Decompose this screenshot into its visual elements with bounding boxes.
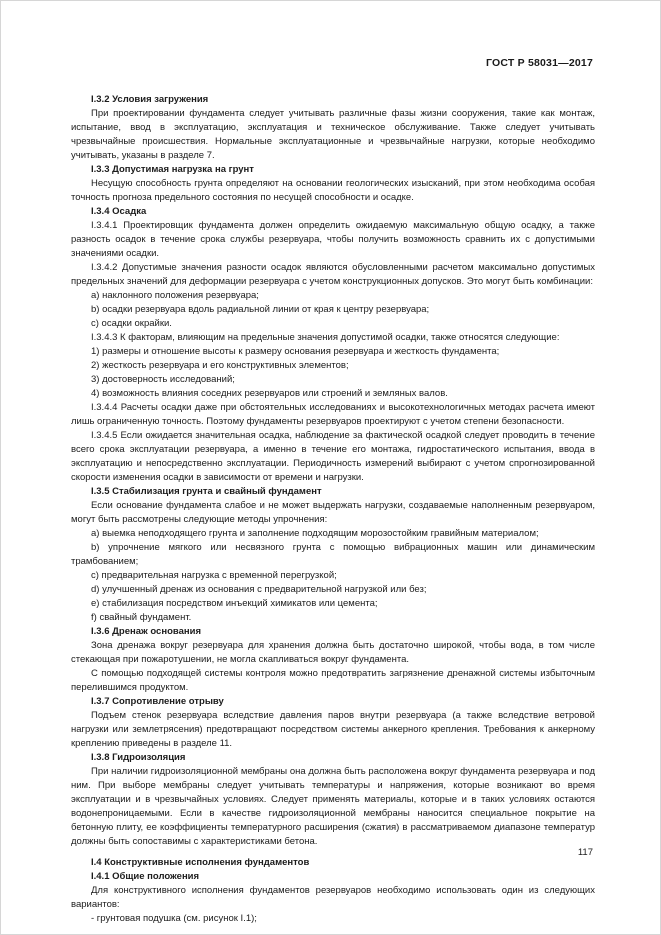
paragraph: c) осадки окрайки.: [91, 318, 172, 329]
paragraph: b) осадки резервуара вдоль радиальной линии от края к центру резервуара;: [91, 304, 430, 315]
paragraph: Зона дренажа вокруг резервуара для хранения должна быть достаточно широкой, чтобы вода, в том числе стекающая при пожаротушении, не могла скапливаться вокруг фундамента.: [71, 640, 595, 665]
paragraph: I.3.4.2 Допустимые значения разности осадок являются обусловленными расчетом максимально допустимых предельных значений для деформации резервуара с учетом конструкционных допусков. Это могут быть комбинации:: [71, 262, 595, 287]
paragraph: Для конструктивного исполнения фундаментов резервуаров необходимо использовать один из следующих вариантов:: [71, 885, 595, 910]
chapter-heading: I.4 Конструктивные исполнения фундаментов: [91, 857, 310, 868]
section-heading: I.3.3 Допустимая нагрузка на грунт: [91, 164, 254, 175]
section-heading: I.3.8 Гидроизоляция: [91, 752, 186, 763]
paragraph: 1) размеры и отношение высоты к размеру основания резервуара и жесткость фундамента;: [91, 346, 500, 357]
paragraph: Подъем стенок резервуара вследствие давления паров внутри резервуара (а также вследствие ветровой нагрузки или землетрясения) предотвращают посредством системы анкерного крепления. Требования к анкерному креплению приведены в разделе 11.: [71, 710, 595, 749]
paragraph: d) улучшенный дренаж из основания с предварительной нагрузкой или без;: [91, 584, 427, 595]
paragraph: I.3.4.1 Проектировщик фундамента должен определить ожидаемую максимальную общую осадку, а также разность осадок в течение срока службы резервуара, чтобы получить возможность сравнить их с допустимыми значениями осадки.: [71, 220, 595, 259]
paragraph: e) стабилизация посредством инъекций химикатов или цемента;: [91, 598, 378, 609]
paragraph: Несущую способность грунта определяют на основании геологических изысканий, при этом необходима особая точность прогноза предельного состояния по несущей способности и осадке.: [71, 178, 595, 203]
paragraph: При проектировании фундамента следует учитывать различные фазы жизни сооружения, такие как монтаж, испытание, ввод в эксплуатацию, эксплуатация и техническое обслуживание. Также следует учитывать чрезвычайные происшествия. Нормальные эксплуатационные и чрезвычайные нагрузки, которые необходимо учитывать, указаны в разделе 7.: [71, 108, 595, 161]
section-heading: I.3.6 Дренаж основания: [91, 626, 201, 637]
paragraph: f) свайный фундамент.: [91, 612, 192, 623]
section-heading: I.3.7 Сопротивление отрыву: [91, 696, 224, 707]
paragraph: I.3.4.3 К факторам, влияющим на предельные значения допустимой осадки, также относятся следующие:: [91, 332, 560, 343]
paragraph: 2) жесткость резервуара и его конструктивных элементов;: [91, 360, 349, 371]
paragraph: Если основание фундамента слабое и не может выдержать нагрузки, создаваемые наполненным резервуаром, могут быть рассмотрены следующие методы упрочнения:: [71, 500, 595, 525]
paragraph: I.3.4.4 Расчеты осадки даже при обстоятельных исследованиях и высокотехнологичных методах расчета имеют лишь ограниченную точность. Поэтому фундаменты резервуаров проектируют с учетом степени безопасности.: [71, 402, 595, 427]
paragraph: a) выемка неподходящего грунта и заполнение подходящим морозостойким гравийным материалом;: [91, 528, 539, 539]
section-heading: I.3.2 Условия загружения: [91, 94, 209, 105]
document-header-title: ГОСТ Р 58031—2017: [485, 57, 593, 69]
paragraph: 4) возможность влияния соседних резервуаров или строений и земляных валов.: [91, 388, 448, 399]
paragraph: a) наклонного положения резервуара;: [91, 290, 259, 301]
section-heading: I.4.1 Общие положения: [91, 871, 200, 882]
section-heading: I.3.4 Осадка: [91, 206, 147, 217]
page-number: 117: [577, 847, 593, 858]
paragraph: С помощью подходящей системы контроля можно предотвратить загрязнение дренажной системы избыточным перелившимся продуктом.: [71, 668, 595, 693]
paragraph: При наличии гидроизоляционной мембраны она должна быть расположена вокруг фундамента резервуара и под ним. При выборе мембраны следует учитывать температуры и напряжения, которые возникают во время эксплуатации и в чрезвычайных условиях. Следует применять материалы, которые и в таких условиях остаются водонепроницаемыми. Если в качестве гидроизоляционной мембраны наносится специальное покрытие на бетонную плиту, ее коэффициенты температурного расширения (сжатия) в рассматриваемом диапазоне температур должны быть сопоставимы с характеристиками бетона.: [71, 766, 595, 847]
paragraph: b) упрочнение мягкого или несвязного грунта с помощью вибрационных машин или динамическим трамбованием;: [71, 542, 595, 567]
paragraph: c) предварительная нагрузка с временной перегрузкой;: [91, 570, 337, 581]
document-blocks: [71, 93, 595, 926]
paragraph: - грунтовая подушка (см. рисунок I.1);: [91, 913, 257, 924]
paragraph: I.3.4.5 Если ожидается значительная осадка, наблюдение за фактической осадкой следует проводить в течение всего срока эксплуатации резервуара, а именно в течение его монтажа, гидростатического испытания, ввода в эксплуатацию и непосредственно эксплуатации. Периодичность измерений выбирают с учетом спрогнозированной скорости изменения осадки в зависимости от времени и нагрузки.: [71, 430, 595, 483]
section-heading: I.3.5 Стабилизация грунта и свайный фундамент: [91, 486, 322, 497]
paragraph: 3) достоверность исследований;: [91, 374, 235, 385]
